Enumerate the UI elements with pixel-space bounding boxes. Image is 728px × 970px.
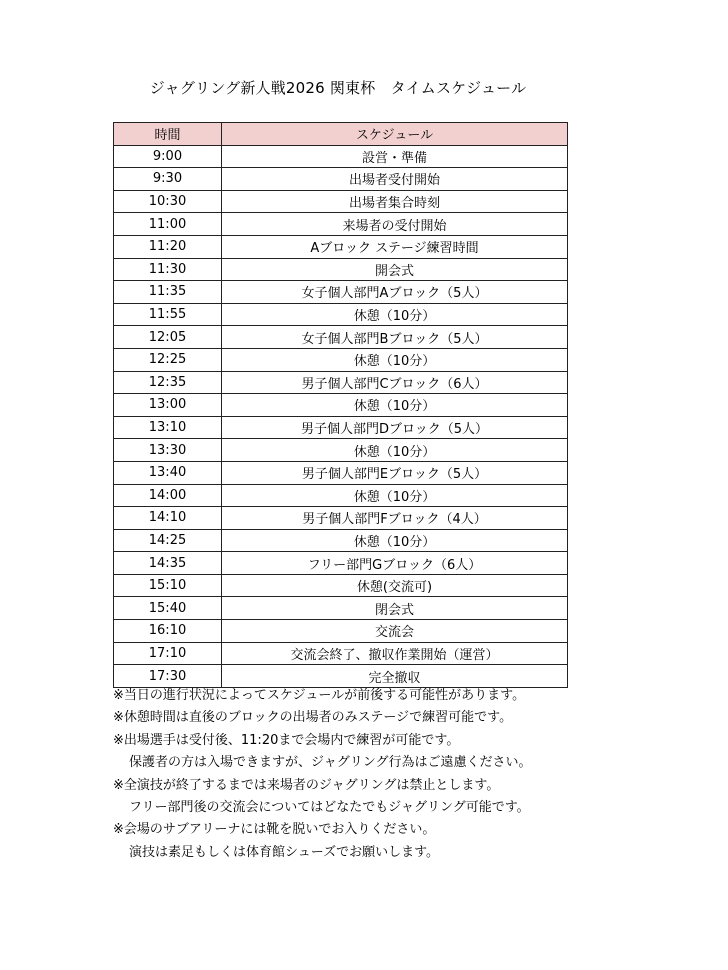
note-line: フリー部門後の交流会についてはどなたでもジャグリング可能です。 [129, 800, 530, 816]
row-time: 17:10 [114, 642, 222, 665]
row-time: 16:10 [114, 620, 222, 643]
row-schedule-item: 女子個人部門Aブロック（5人） [222, 281, 568, 304]
table-row [114, 597, 568, 620]
table-row [114, 258, 568, 281]
table-row [114, 303, 568, 326]
table-row [114, 507, 568, 530]
notes-section [113, 685, 713, 864]
schedule-table-body [114, 145, 568, 687]
row-time: 11:20 [114, 235, 222, 258]
row-schedule-item: 休憩（10分） [222, 439, 568, 462]
row-time: 14:25 [114, 529, 222, 552]
row-schedule-item: 交流会 [222, 620, 568, 643]
row-time: 9:00 [114, 145, 222, 168]
table-header-row [114, 123, 568, 146]
time-column-header: 時間 [114, 123, 222, 146]
row-time: 13:10 [114, 416, 222, 439]
table-row [114, 665, 568, 688]
schedule-column-header: スケジュール [222, 123, 568, 146]
table-row [114, 529, 568, 552]
row-schedule-item: 出場者集合時刻 [222, 190, 568, 213]
row-time: 15:10 [114, 574, 222, 597]
table-row [114, 484, 568, 507]
row-time: 14:35 [114, 552, 222, 575]
row-time: 11:55 [114, 303, 222, 326]
row-schedule-item: 休憩(交流可) [222, 574, 568, 597]
row-time: 12:05 [114, 326, 222, 349]
table-row [114, 348, 568, 371]
row-time: 12:35 [114, 371, 222, 394]
table-row [114, 190, 568, 213]
row-time: 10:30 [114, 190, 222, 213]
row-schedule-item: 交流会終了、撤収作業開始（運営） [222, 642, 568, 665]
row-time: 11:00 [114, 213, 222, 236]
row-schedule-item: 男子個人部門Cブロック（6人） [222, 371, 568, 394]
row-schedule-item: 完全撤収 [222, 665, 568, 688]
table-row [114, 371, 568, 394]
table-row [114, 168, 568, 191]
note-line: ※会場のサブアリーナには靴を脱いでお入りください。 [113, 822, 436, 838]
row-schedule-item: 休憩（10分） [222, 394, 568, 417]
schedule-table [113, 122, 568, 688]
row-time: 14:10 [114, 507, 222, 530]
row-schedule-item: 設営・準備 [222, 145, 568, 168]
row-time: 9:30 [114, 168, 222, 191]
row-time: 13:40 [114, 461, 222, 484]
table-row [114, 439, 568, 462]
row-time: 12:25 [114, 348, 222, 371]
table-row [114, 574, 568, 597]
row-time: 11:30 [114, 258, 222, 281]
row-schedule-item: 閉会式 [222, 597, 568, 620]
row-schedule-item: 休憩（10分） [222, 348, 568, 371]
table-row [114, 213, 568, 236]
table-row [114, 394, 568, 417]
table-row [114, 326, 568, 349]
row-time: 14:00 [114, 484, 222, 507]
note-line: ※全演技が終了するまでは来場者のジャグリングは禁止とします。 [113, 777, 500, 793]
note-line: 演技は素足もしくは体育館シューズでお願いします。 [129, 844, 440, 860]
table-row [114, 461, 568, 484]
note-line: ※当日の進行状況によってスケジュールが前後する可能性があります。 [113, 688, 526, 703]
row-schedule-item: Aブロック ステージ練習時間 [222, 235, 568, 258]
row-time: 13:30 [114, 439, 222, 462]
note-line: ※休憩時間は直後のブロックの出場者のみステージで練習可能です。 [113, 710, 513, 726]
table-row [114, 281, 568, 304]
row-schedule-item: 休憩（10分） [222, 529, 568, 552]
row-time: 17:30 [114, 665, 222, 688]
row-schedule-item: 休憩（10分） [222, 484, 568, 507]
note-line: 保護者の方は入場できますが、ジャグリング行為はご遠慮ください。 [129, 755, 532, 771]
table-row [114, 416, 568, 439]
row-time: 11:35 [114, 281, 222, 304]
row-time: 13:00 [114, 394, 222, 417]
page-title: ジャグリング新人戦2026 関東杯 タイムスケジュール [149, 79, 527, 97]
row-schedule-item: フリー部門Gブロック（6人） [222, 552, 568, 575]
table-row [114, 145, 568, 168]
row-schedule-item: 男子個人部門Eブロック（5人） [222, 461, 568, 484]
table-row [114, 235, 568, 258]
row-schedule-item: 来場者の受付開始 [222, 213, 568, 236]
table-row [114, 552, 568, 575]
row-schedule-item: 休憩（10分） [222, 303, 568, 326]
table-row [114, 642, 568, 665]
row-schedule-item: 開会式 [222, 258, 568, 281]
row-schedule-item: 男子個人部門Dブロック（5人） [222, 416, 568, 439]
row-time: 15:40 [114, 597, 222, 620]
row-schedule-item: 男子個人部門Fブロック（4人） [222, 507, 568, 530]
table-row [114, 620, 568, 643]
note-line: ※出場選手は受付後、11:20まで会場内で練習が可能です。 [113, 732, 460, 748]
row-schedule-item: 女子個人部門Bブロック（5人） [222, 326, 568, 349]
row-schedule-item: 出場者受付開始 [222, 168, 568, 191]
